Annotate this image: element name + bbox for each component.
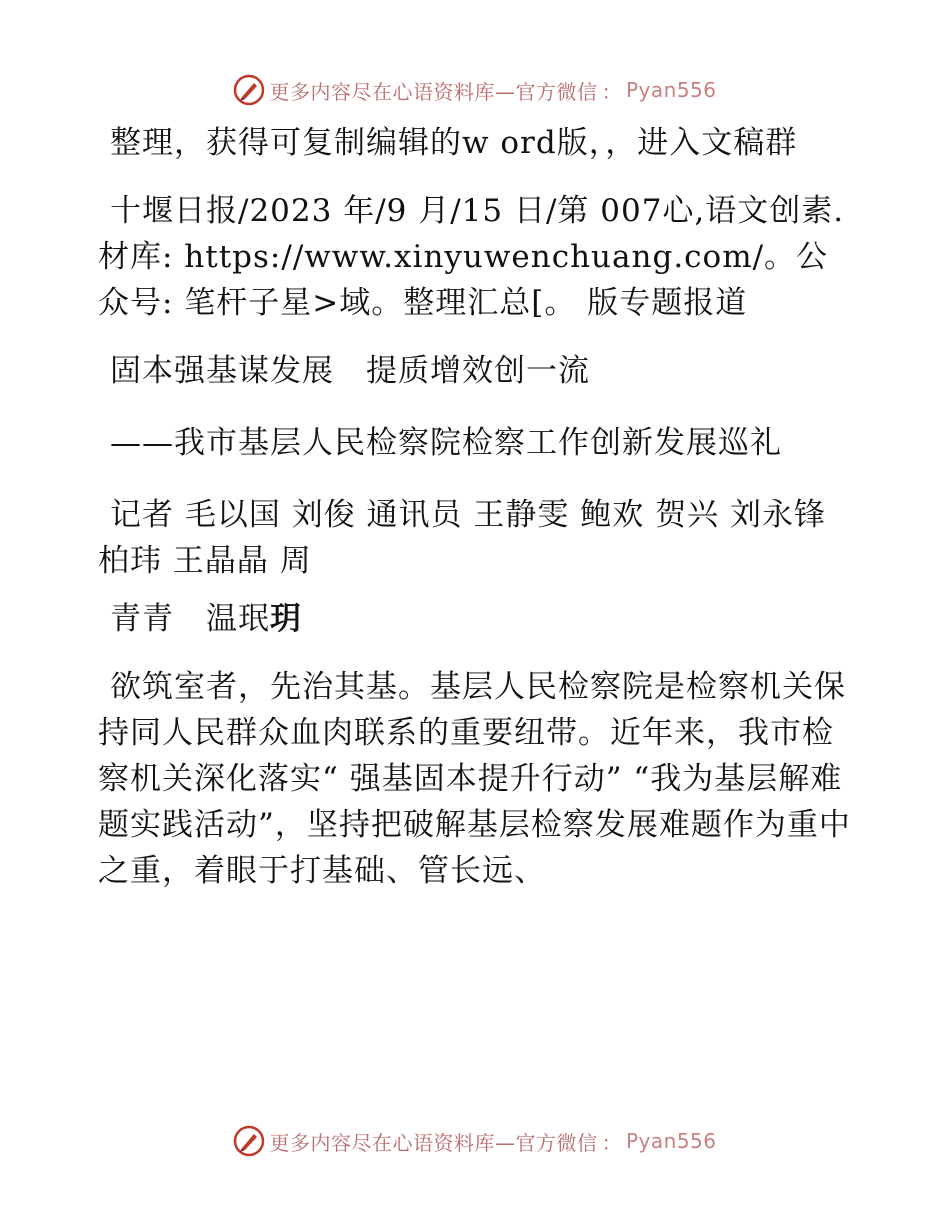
byline-continued: 青青 温珉玥 [110, 601, 302, 637]
watermark-text: 更多内容尽在心语资料库—官方微信 ： Pyan556 [269, 1129, 717, 1155]
byline: 记者 毛以国 刘俊 通讯员 王静雯 鲍欢 贺兴 刘永锋 柏玮 王晶晶 周 [98, 497, 826, 579]
subheadline: ——我市基层人民检察院检察工作创新发展巡礼 [110, 425, 782, 461]
watermark-footer [0, 1121, 950, 1161]
headline: 固本强基谋发展 提质增效创一流 [110, 353, 590, 389]
intro-paragraph: 整理，获得可复制编辑的w ord版，，进入文稿群 [110, 125, 798, 161]
pen-logo-icon [233, 74, 265, 106]
watermark-header [0, 70, 950, 110]
pen-logo-icon [233, 1125, 265, 1157]
watermark-text: 更多内容尽在心语资料库—官方微信 ： Pyan556 [269, 78, 717, 104]
document-body [98, 120, 858, 916]
source-paragraph: 十堰日报/2023 年/9 月/15 日/第 007心,语文创素.材库: https://www.xinyuwenchuang.com/。公众号: 笔杆子星>域。整理汇总[。 版专题报道 [98, 193, 845, 321]
body-paragraph: 欲筑室者，先治其基。基层人民检察院是检察机关保持同人民群众血肉联系的重要纽带。近年来，我市检察机关深化落实“ 强基固本提升行动” “我为基层解难题实践活动”，坚持把破解基层检察发展难题作为重中之重，着眼于打基础、管长远、 [98, 669, 851, 889]
